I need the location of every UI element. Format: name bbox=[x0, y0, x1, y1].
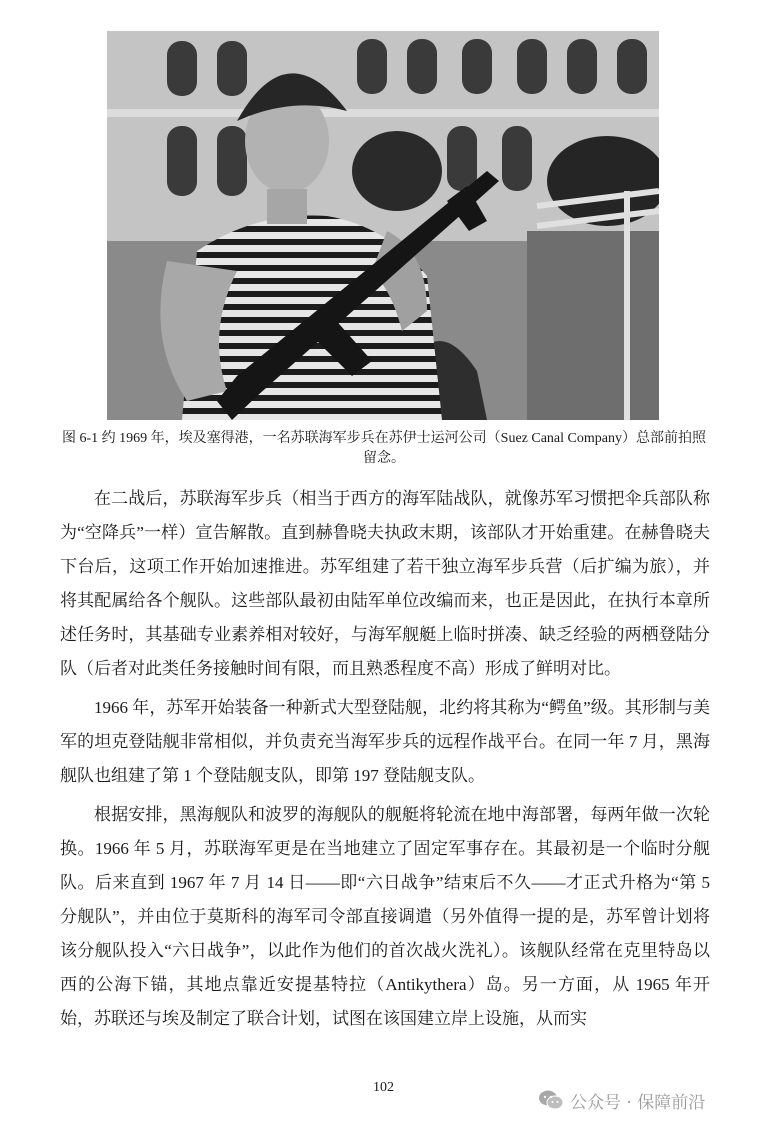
wechat-icon bbox=[538, 1089, 564, 1111]
paragraph-3: 根据安排，黑海舰队和波罗的海舰队的舰艇将轮流在地中海部署，每两年做一次轮换。1966 年 5 月，苏联海军更是在当地建立了固定军事存在。其最初是一个临时分舰队。后来直到 1967 年 7 月 14 日——即“六日战争”结束后不久——才正式升格为“第 5 分舰队”，并由位于莫斯科的海军司令部直接调遣（另外值得一提的是，苏军曾计划将该分舰队投入“六日战争”，以此作为他们的首次战火洗礼）。该舰队经常在克里特岛以西的公海下锚，其地点靠近安提基特拉（Antikythera）岛。另一方面，从 1965 年开始，苏联还与埃及制定了联合计划，试图在该国建立岸上设施，从而实 bbox=[60, 805, 710, 1028]
paragraph-2: 1966 年，苏军开始装备一种新式大型登陆舰，北约将其称为“鳄鱼”级。其形制与美军的坦克登陆舰非常相似，并负责充当海军步兵的远程作战平台。在同一年 7 月，黑海舰队也组建了第 1 个登陆舰支队，即第 197 登陆舰支队。 bbox=[60, 698, 710, 785]
figure-photo bbox=[107, 31, 659, 420]
paragraph-1: 在二战后，苏联海军步兵（相当于西方的海军陆战队，就像苏军习惯把伞兵部队称为“空降兵”一样）宣告解散。直到赫鲁晓夫执政末期，该部队才开始重建。在赫鲁晓夫下台后，这项工作开始加速推进。苏军组建了若干独立海军步兵营（后扩编为旅），并将其配属给各个舰队。这些部队最初由陆军单位改编而来，也正是因此，在执行本章所述任务时，其基础专业素养相对较好，与海军舰艇上临时拼凑、缺乏经验的两栖登陆分队（后者对此类任务接触时间有限，而且熟悉程度不高）形成了鲜明对比。 bbox=[60, 489, 710, 678]
figure-caption: 图 6-1 约 1969 年，埃及塞得港，一名苏联海军步兵在苏伊士运河公司（Suez Canal Company）总部前拍照留念。 bbox=[62, 431, 706, 466]
soldier-photo-illustration bbox=[107, 31, 659, 420]
page-number: 102 bbox=[373, 1080, 394, 1095]
watermark bbox=[538, 1086, 705, 1114]
body-text bbox=[60, 482, 710, 1041]
watermark-text: 公众号 · 保障前沿 bbox=[570, 1092, 706, 1113]
